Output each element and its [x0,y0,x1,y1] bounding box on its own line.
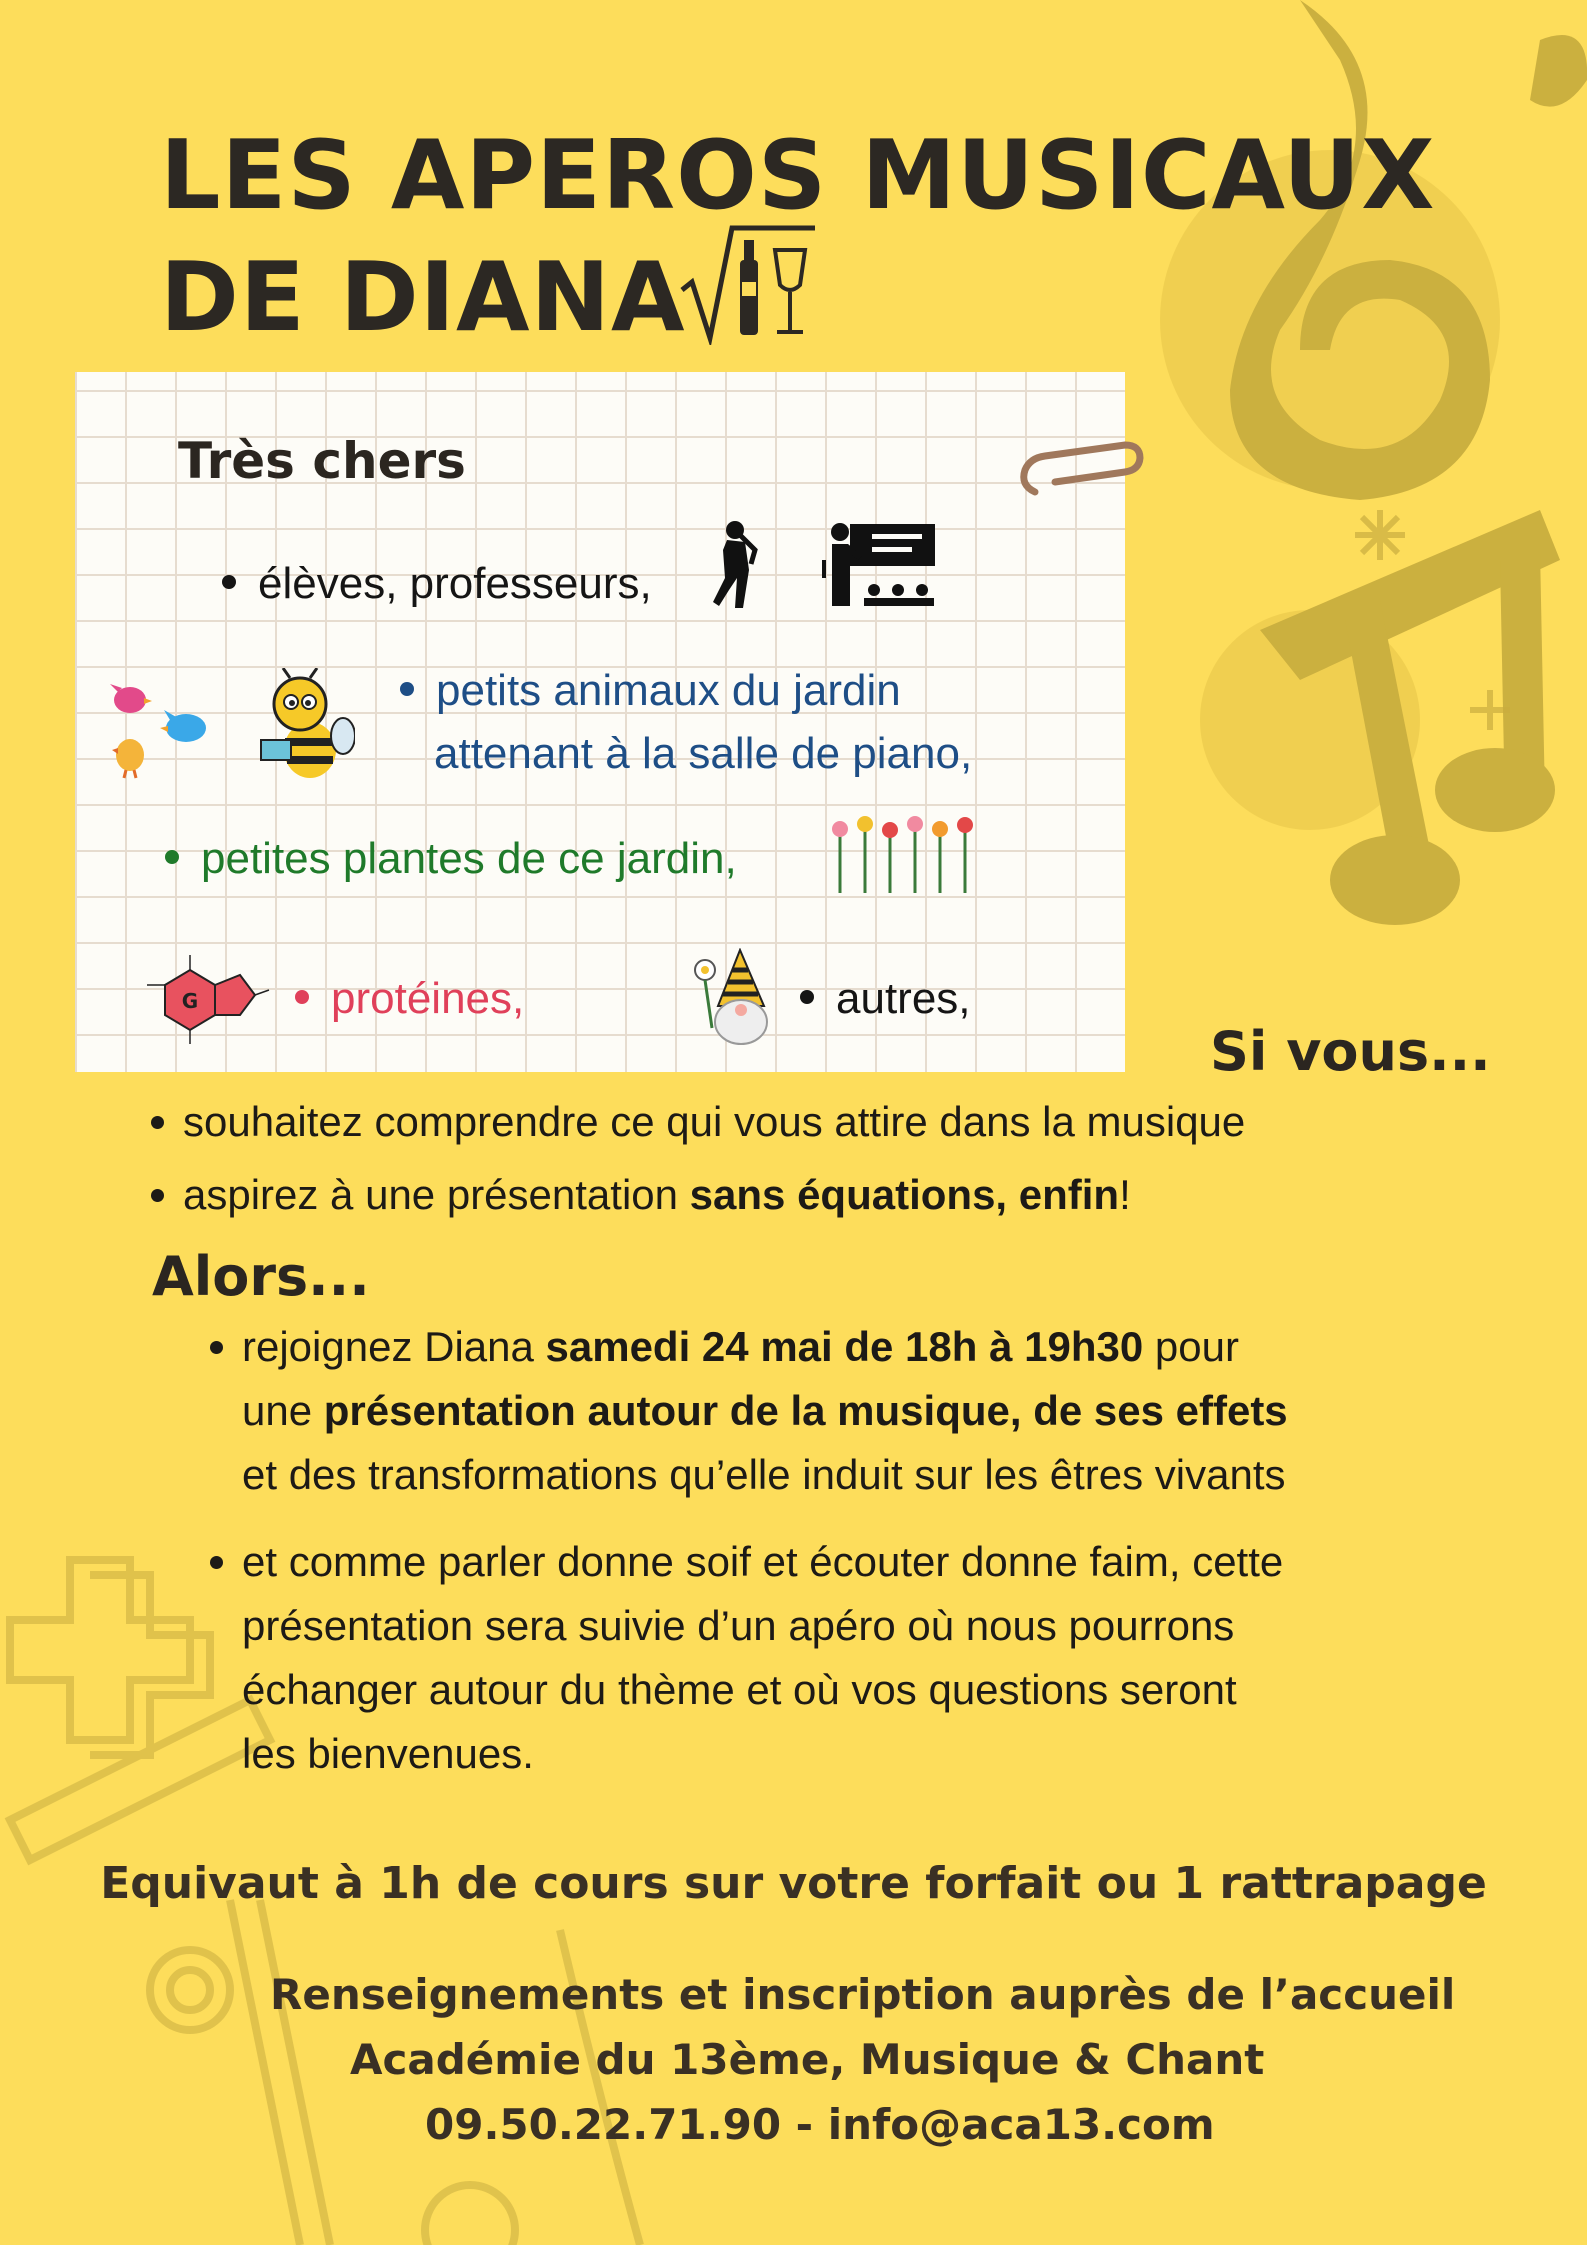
list-item-plants: petites plantes de ce jardin, [165,828,737,890]
title-line-1: LES APEROS MUSICAUX [160,121,1436,231]
gnome-icon [690,948,790,1048]
bullet-icon [800,990,814,1004]
bullet-icon [222,575,236,589]
alors-paragraph-1: rejoignez Diana samedi 24 mai de 18h à 19h30 pour une présentation autour de la musique, de ses effets et des transformations qu’elle induit sur les êtres vivants [242,1315,1542,1507]
bullet-icon [165,850,179,864]
alors-heading: Alors... [152,1245,370,1308]
si-vous-item-2: aspirez à une présentation sans équations, enfin! [183,1163,1131,1227]
list-item-animals: petits animaux du jardin [400,660,901,722]
si-vous-item-1: souhaitez comprendre ce qui vous attire dans la musique [183,1090,1245,1154]
list-item-proteins: protéines, [295,968,524,1030]
bullet-icon [210,1556,223,1569]
bee-icon [255,668,355,783]
bullet-icon [210,1341,223,1354]
list-item-students: élèves, professeurs, [222,553,652,615]
flowers-icon [830,815,990,893]
list-item-others: autres, [800,968,971,1030]
birds-icon [108,670,213,780]
bullet-icon [295,990,309,1004]
list-item-animals-line2: attenant à la salle de piano, [434,729,973,778]
root-wine-icon [680,220,815,345]
title-line-2: DE DIANA [160,243,686,353]
paperclip-icon [1015,440,1145,500]
contact-line-1: Renseignements et inscription auprès de l’accueil [270,1970,1456,2019]
teacher-icon [822,520,937,608]
alors-paragraph-2: et comme parler donne soif et écouter donne faim, cette présentation sera suivie d’un apéro où nous pourrons échanger autour du thème et où vos questions seront les bienvenues. [242,1530,1542,1786]
bullet-icon [151,1116,164,1129]
contact-line-3: 09.50.22.71.90 - info@aca13.com [425,2100,1215,2149]
greeting: Très chers [178,432,466,490]
bullet-icon [151,1189,164,1202]
bullet-icon [400,682,414,696]
saxophonist-icon [705,520,765,610]
equivalence-note: Equivaut à 1h de cours sur votre forfait ou 1 rattrapage [100,1858,1487,1909]
si-vous-heading: Si vous... [1210,1020,1491,1083]
contact-line-2: Académie du 13ème, Musique & Chant [350,2035,1265,2084]
molecule-label: G [181,989,199,1013]
molecule-icon [135,940,275,1050]
